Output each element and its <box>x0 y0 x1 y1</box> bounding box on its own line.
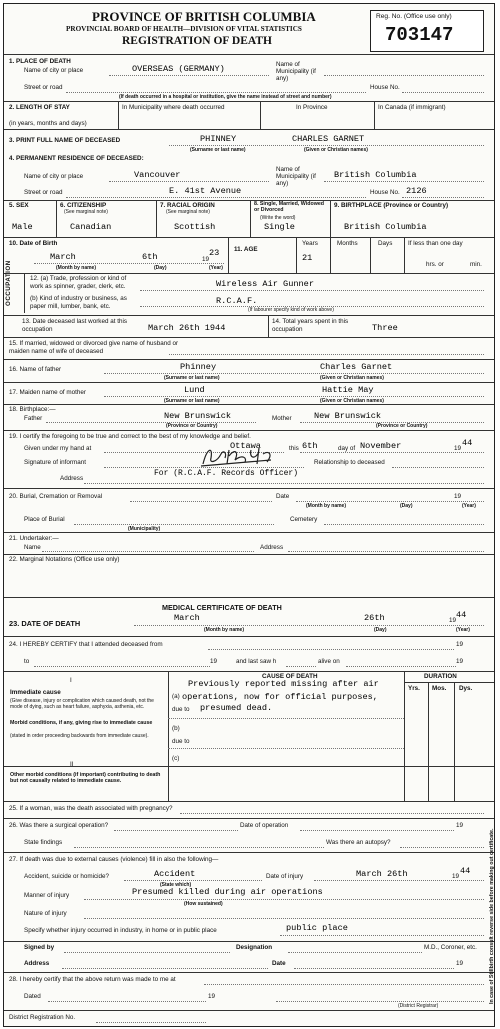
manner-label: Manner of injury <box>24 892 70 899</box>
state-which-hint: (State which) <box>160 882 192 888</box>
external-causes-label: 27. If death was due to external causes (violence) fill in also the following— <box>9 856 219 863</box>
date-of-death-label: 23. DATE OF DEATH <box>9 619 81 628</box>
day-of-label: day of <box>338 445 356 452</box>
certify-day: 6th <box>302 441 318 451</box>
birth-year-hint: (Year) <box>209 265 223 271</box>
citizenship-value: Canadian <box>70 222 112 232</box>
rule <box>324 75 484 76</box>
signer-address-label: Address <box>24 960 50 967</box>
certify-year: 44 <box>462 438 473 448</box>
rule <box>4 359 494 360</box>
rule <box>4 941 494 942</box>
designation-label: Designation <box>236 944 273 951</box>
burial-year-hint: (Year) <box>462 503 476 509</box>
rule <box>169 354 484 355</box>
rule <box>4 852 494 853</box>
rule <box>294 968 454 969</box>
informant-address-label: Address <box>60 475 84 482</box>
this-label: this <box>289 445 299 452</box>
residence-municipality: British Columbia <box>334 170 417 180</box>
rule <box>392 467 484 468</box>
manner-value: Presumed killed during air operations <box>132 887 323 897</box>
district-registration-label: District Registration No. <box>9 1014 76 1021</box>
rule <box>404 671 405 801</box>
signature-informant-label: Signature of informant <box>24 459 86 466</box>
rule <box>400 847 484 848</box>
mother-birthplace-label: Mother <box>272 415 292 422</box>
citizenship-hint: (See marginal note) <box>64 209 108 215</box>
rule <box>130 501 272 502</box>
age-years-value: 21 <box>302 253 313 263</box>
rule <box>4 972 494 973</box>
death-registration-form <box>3 3 495 1027</box>
injury-date-value: March 26th <box>356 869 408 879</box>
rule <box>4 200 494 201</box>
mother-name-label: 17. Maiden name of mother <box>9 389 87 396</box>
operation-year-prefix: 19 <box>456 822 464 829</box>
rule <box>96 1022 206 1023</box>
rule <box>4 273 494 274</box>
birth-year: 23 <box>209 248 220 258</box>
last-saw-label: and last saw h <box>236 658 277 665</box>
rule <box>4 818 494 819</box>
relationship-label: Relationship to deceased <box>314 459 385 466</box>
certify-label: 19. I certify the foregoing to be true and correct to the best of my knowledge and belief. <box>9 433 251 440</box>
rule <box>109 181 269 182</box>
cause-c-marker: (c) <box>172 755 180 762</box>
rule <box>324 524 484 525</box>
cemetery-label: Cemetery <box>290 516 318 523</box>
dated-label: Dated <box>24 993 41 1000</box>
sex-label: 5. SEX <box>9 202 29 209</box>
dated-year-prefix: 19 <box>208 993 216 1000</box>
rule <box>260 101 261 129</box>
rule <box>104 373 484 374</box>
rule <box>276 1001 484 1002</box>
father-surname-hint: (Surname or last name) <box>164 375 220 381</box>
rule <box>34 666 210 667</box>
duration-days: Dys. <box>459 685 473 692</box>
rule <box>109 75 269 76</box>
death-day-hint: (Day) <box>374 627 387 633</box>
rule <box>84 483 484 484</box>
death-year: 44 <box>456 610 467 620</box>
signed-by-label: Signed by <box>24 944 55 951</box>
signer-date-label: Date <box>272 960 286 967</box>
trade-label: 12. (a) Trade, profession or kind of work as spinner, grader, clerk, etc. <box>30 275 127 290</box>
rule <box>62 968 268 969</box>
rule <box>84 918 484 919</box>
rule <box>74 847 324 848</box>
rule <box>168 671 169 801</box>
birthplace-label: 9. BIRTHPLACE (Province or Country) <box>334 202 449 209</box>
cause-line-2: operations, now for official purposes, <box>182 692 378 702</box>
stay-sub: (in years, months and days) <box>9 120 87 127</box>
rule <box>4 801 494 802</box>
cause-b-due-to: due to <box>172 738 190 745</box>
rule <box>4 315 494 316</box>
racial-origin-value: Scottish <box>174 222 216 232</box>
father-given-hint: (Given or Christian names) <box>320 375 384 381</box>
immediate-cause-desc: (Give disease, injury or complication which caused death, not the mode of dying, such as heart failure, asphyxia, asthenia, etc. <box>10 698 154 710</box>
rule <box>4 1010 494 1011</box>
rule <box>330 237 331 273</box>
operation-date-label: Date of operation <box>240 822 289 829</box>
rule <box>4 129 494 130</box>
marital-label: 8. Single, Married, Widowed or Divorced <box>254 201 325 213</box>
birth-month-hint: (Month by name) <box>56 265 96 271</box>
stay-municipality: In Municipality where death occurred <box>122 104 225 111</box>
rule <box>4 488 494 489</box>
rule <box>168 718 404 719</box>
attended-to-label: to <box>24 658 30 665</box>
stay-canada: In Canada (if immigrant) <box>378 104 446 111</box>
place-of-death-value: OVERSEAS (GERMANY) <box>132 64 225 74</box>
burial-year-prefix: 19 <box>454 493 462 500</box>
rule <box>156 200 157 237</box>
rule <box>124 880 262 881</box>
informant-signature <box>199 441 277 468</box>
total-years-label: 14. Total years spent in this occupation <box>272 318 349 333</box>
municipality-label: Name of Municipality (if any) <box>276 61 316 83</box>
pregnancy-question: 25. If a woman, was the death associated with pregnancy? <box>9 805 173 812</box>
occupation-side-label: OCCUPATION <box>5 260 12 306</box>
rule <box>66 92 366 93</box>
residence-street-label: Street or road <box>24 189 63 196</box>
md-coroner-label: M.D., Coroner, etc. <box>424 944 477 951</box>
spouse-label: 15. If married, widowed or divorced give name of husband or maiden name of wife of deceased <box>9 340 179 355</box>
rule <box>404 237 405 273</box>
burial-day-hint: (Day) <box>400 503 413 509</box>
rule <box>134 625 484 626</box>
trade-value: Wireless Air Gunner <box>216 279 314 289</box>
industry-value: R.C.A.F. <box>216 296 258 306</box>
burial-date-label: Date <box>276 493 290 500</box>
burial-month-hint: (Month by name) <box>306 503 346 509</box>
rule <box>330 200 331 237</box>
rule <box>228 237 229 273</box>
part-two-label: II <box>70 761 74 768</box>
deceased-given-names: CHARLES GARNET <box>292 134 365 144</box>
how-sustained-hint: (How sustained) <box>184 901 223 907</box>
given-hint: (Given or Christian names) <box>304 147 368 153</box>
rule <box>454 682 455 801</box>
injury-date-label: Date of injury <box>266 873 304 880</box>
birthplace-value: British Columbia <box>344 222 427 232</box>
residence-house-no: 2126 <box>406 186 427 196</box>
rule <box>402 197 484 198</box>
mother-birthplace-hint: (Province or Country) <box>376 423 428 429</box>
rule <box>74 524 274 525</box>
alive-on-label: alive on <box>318 658 340 665</box>
marital-hint: (Write the word) <box>260 215 296 221</box>
burial-muni-hint: (Municipality) <box>128 526 161 532</box>
racial-origin-hint: (See marginal note) <box>166 209 210 215</box>
signer-year-prefix: 19 <box>456 960 464 967</box>
registration-number: 703147 <box>385 24 454 46</box>
rule <box>296 237 297 273</box>
marital-value: Single <box>264 222 295 232</box>
undertaker-address-label: Address <box>260 544 284 551</box>
rule <box>4 636 494 637</box>
rule <box>346 666 456 667</box>
residence-city-label: Name of city or place <box>24 173 84 180</box>
surname-hint: (Surname or last name) <box>190 147 246 153</box>
stillbirth-margin-note: In case of Stillbirth consult reverse side before making out certificate. <box>489 828 495 1004</box>
rule <box>208 649 454 650</box>
rule <box>4 430 494 431</box>
racial-origin-label: 7. RACIAL ORIGIN <box>160 202 215 209</box>
rule <box>402 92 484 93</box>
parents-birthplace-label: 18. Birthplace:— <box>9 406 56 413</box>
sex-value: Male <box>12 222 33 232</box>
age-days-label: Days <box>378 240 393 247</box>
death-month: March <box>174 613 200 623</box>
morbid-conditions-desc: (stated in order proceeding backwards from immediate cause). <box>10 733 149 739</box>
father-name-label: 16. Name of father <box>9 366 62 373</box>
cause-line-1: Previously reported missing after air <box>188 679 379 689</box>
immediate-cause-label: Immediate cause <box>10 689 61 696</box>
rule <box>4 554 494 555</box>
hrs-label: hrs. or <box>426 261 444 268</box>
given-at-label: Given under my hand at <box>24 445 92 452</box>
industry-label: (b) Kind of industry or business, as paper mill, lumber, bank, etc. <box>30 295 127 310</box>
specify-place-label: Specify whether injury occurred in industry, in home or in public place <box>24 927 217 934</box>
rule <box>288 551 484 552</box>
house-label: House No. <box>370 84 400 91</box>
rule <box>24 273 25 313</box>
rule <box>428 682 429 801</box>
rule <box>296 501 484 502</box>
cause-line-3: presumed dead. <box>200 703 273 713</box>
rule <box>300 830 454 831</box>
injury-year: 44 <box>460 866 471 876</box>
death-month-hint: (Month by name) <box>204 627 244 633</box>
residence-street: E. 41st Avenue <box>169 186 242 196</box>
rule <box>4 404 494 405</box>
rule <box>34 263 224 264</box>
cause-b-marker: (b) <box>172 725 180 732</box>
death-year-hint: (Year) <box>456 627 470 633</box>
rule <box>180 813 484 814</box>
cause-a-due-to: due to <box>172 706 190 713</box>
duration-months: Mos. <box>432 685 447 692</box>
injury-year-prefix: 19 <box>452 873 460 880</box>
mother-given-hint: (Given or Christian names) <box>320 398 384 404</box>
rule <box>268 315 269 337</box>
part-one-label: I <box>70 677 72 684</box>
rule <box>66 197 366 198</box>
date-of-birth-label: 10. Date of Birth <box>9 240 58 247</box>
rule <box>104 396 484 397</box>
attended-label: 24. I HEREBY CERTIFY that I attended deceased from <box>9 641 163 648</box>
citizenship-label: 6. CITIZENSHIP <box>60 202 107 209</box>
marginal-notations-label: 22. Marginal Notations (Office use only) <box>9 556 120 563</box>
rule <box>4 597 494 598</box>
nature-label: Nature of injury <box>24 910 67 917</box>
rule <box>4 237 494 238</box>
province-title: PROVINCE OF BRITISH COLUMBIA <box>92 9 316 24</box>
mother-surname: Lund <box>184 385 205 395</box>
rule <box>168 748 404 749</box>
rule <box>104 467 304 468</box>
rule <box>64 952 230 953</box>
rule <box>374 101 375 129</box>
rule <box>204 984 484 985</box>
min-label: min. <box>470 261 482 268</box>
surgery-question: 26. Was there a surgical operation? <box>9 822 109 829</box>
attended-to-year: 19 <box>210 658 218 665</box>
injury-place-value: public place <box>286 923 348 933</box>
father-given-names: Charles Garnet <box>320 362 393 372</box>
registrar-hint: (District Registrar) <box>398 1003 439 1009</box>
board-title: PROVINCIAL BOARD OF HEALTH—DIVISION OF VITAL STATISTICS <box>66 25 302 33</box>
rule <box>56 200 57 237</box>
birth-month: March <box>50 252 76 262</box>
return-certify-label: 28. I hereby certify that the above return was made to me at <box>9 976 176 983</box>
last-worked-value: March 26th 1944 <box>148 323 226 333</box>
rule <box>4 532 494 533</box>
certify-month: November <box>360 441 402 451</box>
length-of-stay-label: 2. LENGTH OF STAY <box>9 104 70 111</box>
stay-province: In Province <box>296 104 328 111</box>
rule <box>118 101 119 129</box>
hospital-note: (If death occurred in a hospital or institution, give the name instead of street and number) <box>119 94 332 100</box>
place-burial-label: Place of Burial <box>24 516 65 523</box>
death-year-prefix: 19 <box>449 617 457 624</box>
rule <box>280 935 484 936</box>
age-years-label: Years <box>302 240 318 247</box>
undertaker-name-label: Name <box>24 544 41 551</box>
informant-for: For (R.C.A.F. Records Officer) <box>154 469 299 478</box>
reg-label: Reg. No. (Office use only) <box>376 13 452 20</box>
full-name-label: 3. PRINT FULL NAME OF DECEASED <box>9 137 121 144</box>
rule <box>4 54 494 55</box>
residence-label: 4. PERMANENT RESIDENCE OF DECEASED: <box>9 155 144 162</box>
industry-hint: (If labourer specify kind of work above) <box>248 307 334 313</box>
place-of-death-label: 1. PLACE OF DEATH <box>9 58 71 65</box>
less-than-day-label: If less than one day <box>408 240 463 247</box>
form-title: REGISTRATION OF DEATH <box>122 35 272 47</box>
rule <box>300 452 484 453</box>
rule <box>46 422 256 423</box>
accident-value: Accident <box>154 869 196 879</box>
street-label: Street or road <box>24 84 63 91</box>
accident-label: Accident, suicide or homicide? <box>24 873 110 880</box>
medical-certificate-title: MEDICAL CERTIFICATE OF DEATH <box>162 603 282 612</box>
birth-day: 6th <box>142 252 158 262</box>
mother-given-names: Hattie May <box>322 385 374 395</box>
autopsy-question: Was there an autopsy? <box>326 839 391 846</box>
rule <box>4 101 494 102</box>
total-years-value: Three <box>372 323 398 333</box>
rule <box>404 682 494 683</box>
duration-title: DURATION <box>424 673 457 680</box>
father-surname: Phinney <box>180 362 217 372</box>
rule <box>250 200 251 237</box>
rule <box>370 237 371 273</box>
rule <box>288 952 422 953</box>
rule <box>48 1001 206 1002</box>
state-findings-label: State findings <box>24 839 63 846</box>
residence-city: Vancouver <box>134 170 181 180</box>
rule <box>140 290 484 291</box>
father-birthplace-label: Father <box>24 415 43 422</box>
residence-house-label: House No. <box>370 189 400 196</box>
duration-years: Yrs. <box>408 685 420 692</box>
father-birthplace: New Brunswick <box>164 411 232 421</box>
mother-birthplace: New Brunswick <box>314 411 382 421</box>
morbid-conditions-label: Morbid conditions, if any, giving rise to immediate cause <box>10 720 153 726</box>
other-conditions-label: Other morbid conditions (if important) contributing to death but not causally related to immediate cause. <box>10 772 161 785</box>
rule <box>286 666 316 667</box>
deceased-surname: PHINNEY <box>200 134 237 144</box>
rule <box>4 382 494 383</box>
rule <box>4 337 494 338</box>
last-worked-label: 13. Date deceased last worked at this occupation <box>22 318 128 333</box>
alive-year-prefix: 19 <box>456 658 464 665</box>
certify-year-prefix: 19 <box>454 445 462 452</box>
rule <box>314 880 484 881</box>
burial-label: 20. Burial, Cremation or Removal <box>9 493 103 500</box>
cause-a-marker: (a) <box>172 693 180 700</box>
place-name-label: Name of city or place <box>24 67 84 74</box>
certify-place: Ottawa <box>230 441 261 451</box>
rule <box>114 830 238 831</box>
undertaker-label: 21. Undertaker:— <box>9 535 59 542</box>
residence-muni-label: Name of Municipality (if any) <box>276 166 316 188</box>
birth-year-prefix: 19 <box>202 256 210 263</box>
rule <box>324 181 484 182</box>
rule <box>169 145 484 146</box>
death-day: 26th <box>364 613 385 623</box>
birth-day-hint: (Day) <box>154 265 167 271</box>
age-months-label: Months <box>337 240 358 247</box>
mother-surname-hint: (Surname or last name) <box>164 398 220 404</box>
registration-number-box <box>370 10 484 52</box>
age-label: 11. AGE <box>234 246 258 253</box>
rule <box>4 671 494 672</box>
father-birthplace-hint: (Province or Country) <box>166 423 218 429</box>
rule <box>84 899 484 900</box>
cause-of-death-title: CAUSE OF DEATH <box>262 673 318 680</box>
rule <box>42 551 254 552</box>
attended-year-prefix: 19 <box>456 641 464 648</box>
rule <box>4 766 494 767</box>
